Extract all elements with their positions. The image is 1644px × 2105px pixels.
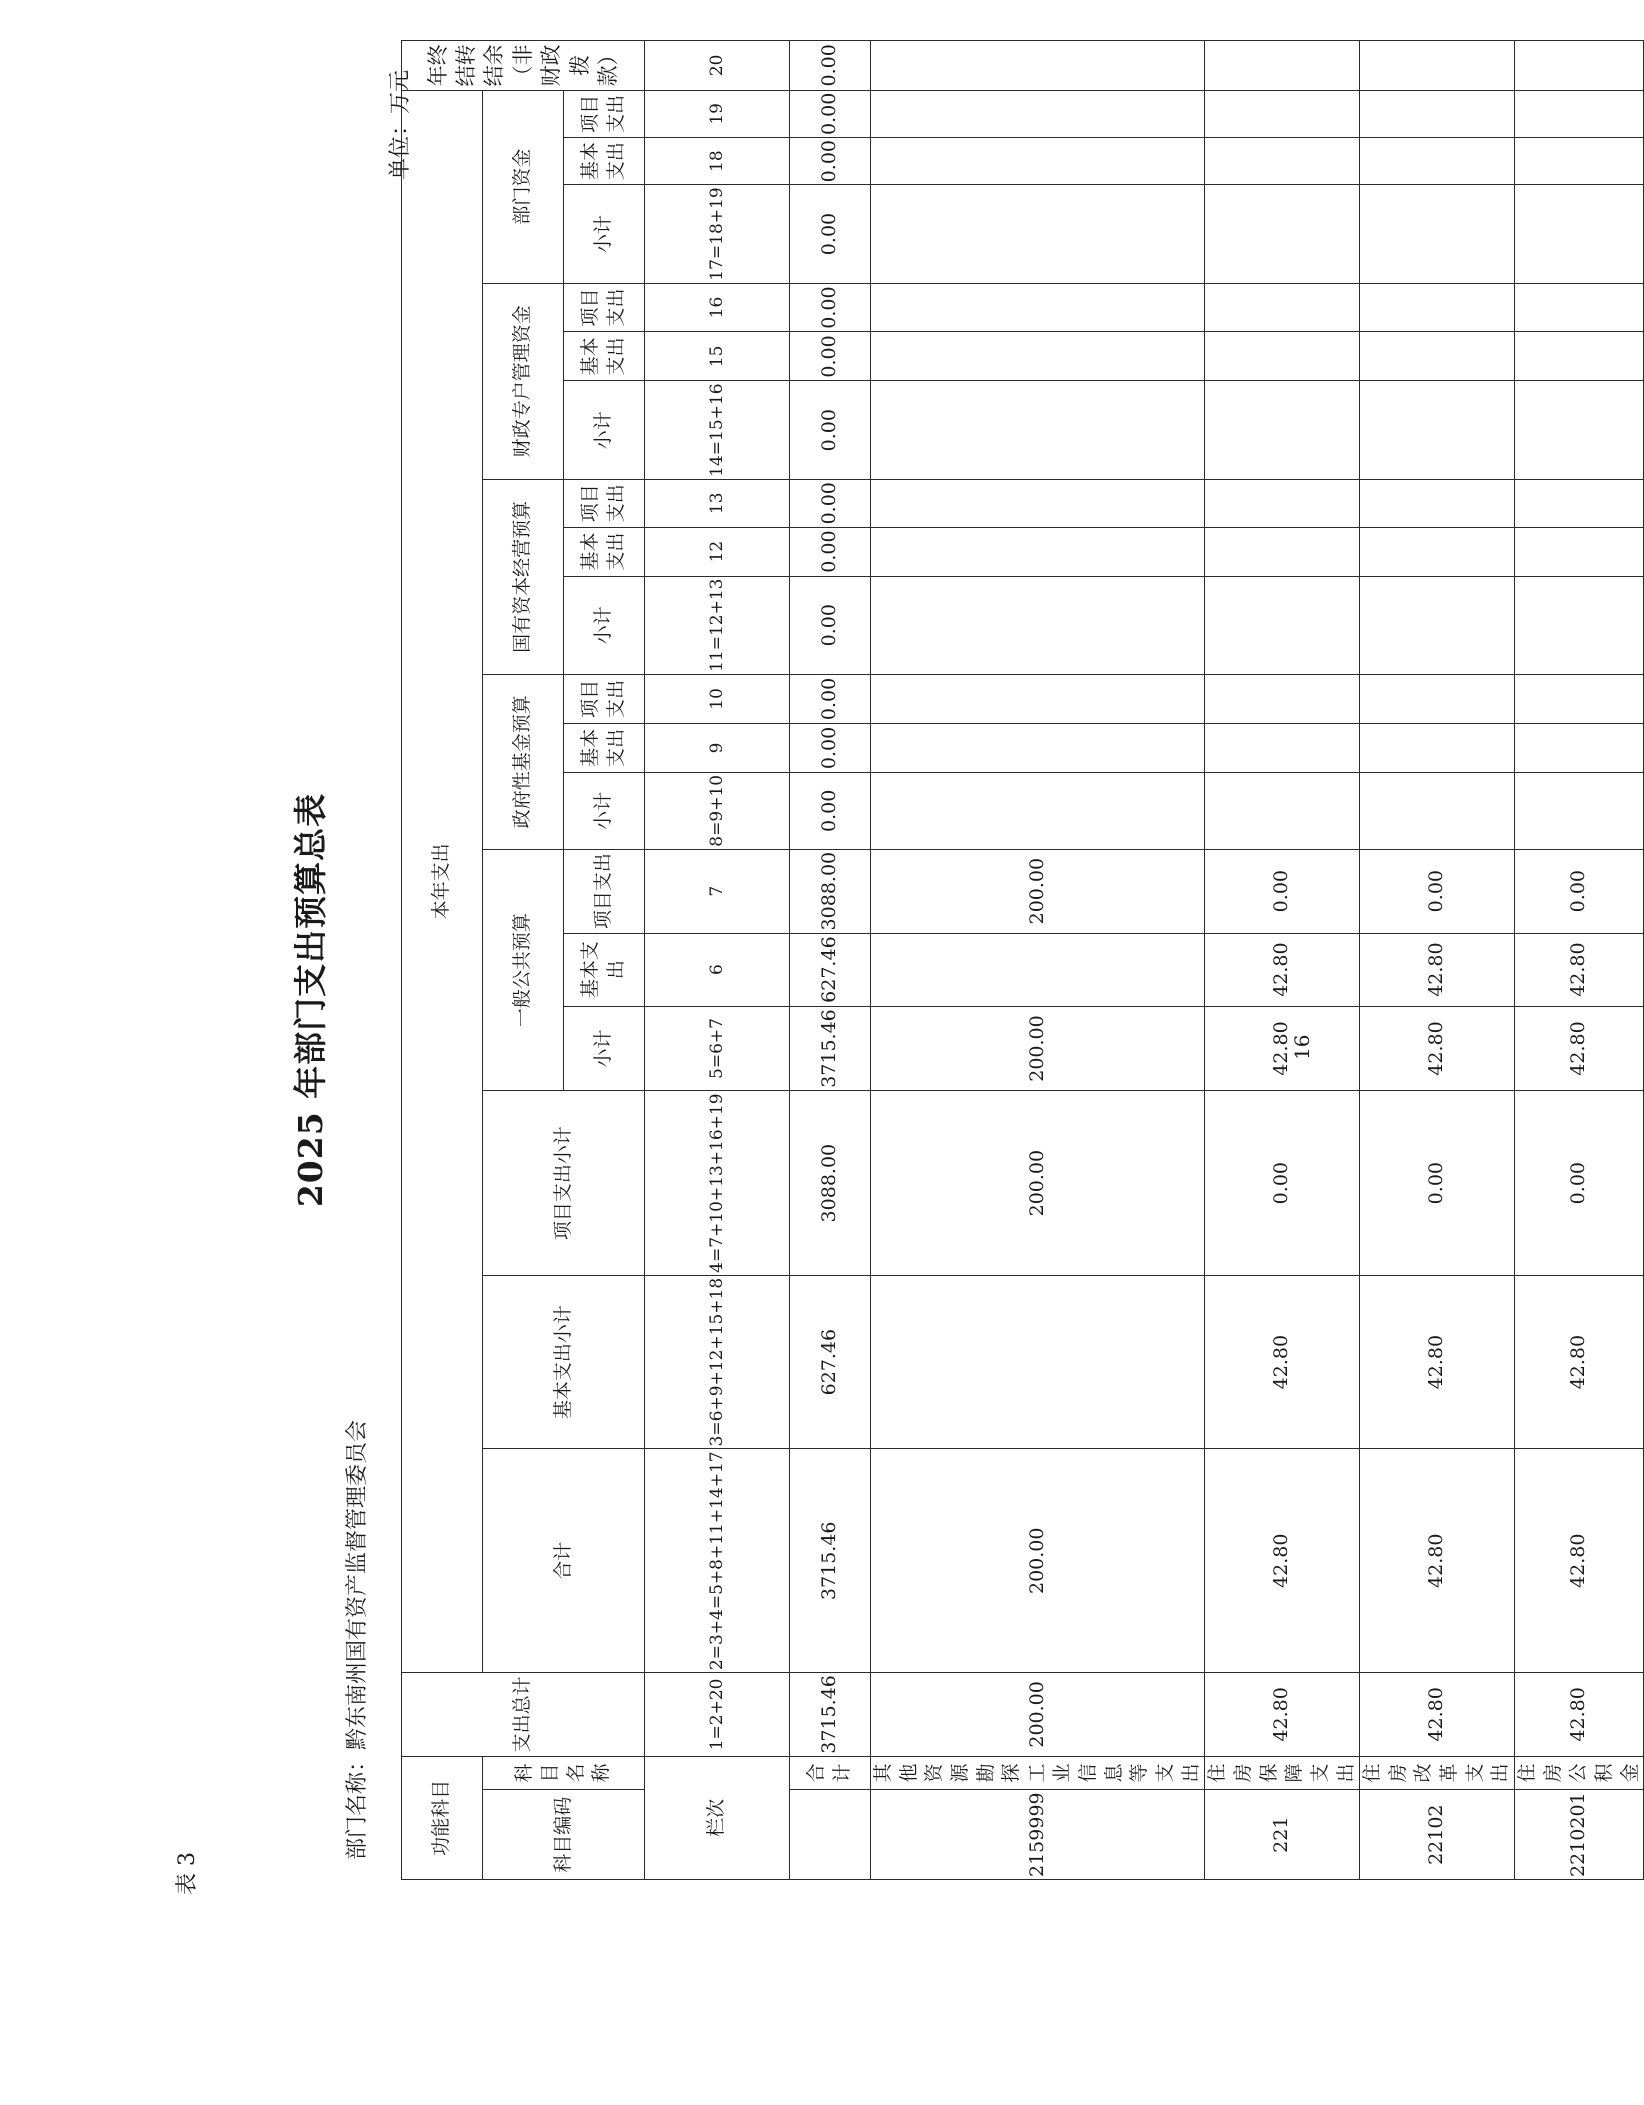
value-cell: 0.00 (790, 283, 871, 332)
value-cell: 0.00 (1515, 1091, 1644, 1275)
table-number-label: 表 3 (175, 1852, 200, 1895)
lanci-cell: 9 (645, 723, 790, 772)
value-cell (1360, 527, 1515, 576)
value-cell (1205, 332, 1360, 381)
value-cell (1515, 332, 1644, 381)
subject-code-header: 科目编码 (483, 1790, 645, 1880)
value-cell (1515, 576, 1644, 674)
fz-subtotal-header: 小计 (564, 381, 645, 479)
subject-name-cell: 住房保障支出 (1205, 1756, 1360, 1790)
table-row (871, 41, 1205, 1880)
value-cell (1515, 41, 1644, 91)
department-name: 部门名称：黔东南州国有资产监督管理委员会 (345, 1419, 370, 1860)
data-rows (790, 41, 1644, 1880)
value-cell: 3715.46 (790, 1449, 871, 1673)
value-cell (871, 772, 1205, 849)
value-cell (1515, 283, 1644, 332)
table-row (790, 41, 871, 1880)
sc-basic-header: 基本支出 (564, 527, 645, 576)
value-cell (1205, 772, 1360, 849)
lanci-cell: 16 (645, 283, 790, 332)
gp-basic-header: 基本支出 (564, 933, 645, 1006)
value-cell: 0.00 (790, 137, 871, 184)
subject-name-cell: 住房改革支出 (1360, 1756, 1515, 1790)
value-cell: 42.80 (1360, 1275, 1515, 1449)
value-cell: 42.80 (1360, 1006, 1515, 1091)
value-cell (1205, 527, 1360, 576)
bm-basic-header: 基本支出 (564, 137, 645, 184)
subject-code-cell: 2159999 (871, 1790, 1205, 1880)
subject-name-cell: 其他资源勘探工业信息等支出 (871, 1756, 1205, 1790)
value-cell (1515, 381, 1644, 479)
value-cell (1360, 479, 1515, 527)
value-cell (871, 332, 1205, 381)
value-cell (1205, 479, 1360, 527)
value-cell (1515, 772, 1644, 849)
value-cell (871, 90, 1205, 137)
value-cell: 42.80 (1515, 1673, 1644, 1757)
value-cell: 0.00 (1205, 1091, 1360, 1275)
value-cell: 42.80 (1360, 933, 1515, 1006)
value-cell (1205, 185, 1360, 283)
value-cell: 200.00 (871, 1673, 1205, 1757)
value-cell (1360, 185, 1515, 283)
value-cell (1205, 283, 1360, 332)
value-cell (871, 41, 1205, 91)
value-cell: 3088.00 (790, 1091, 871, 1275)
dept-funds-header: 部门资金 (483, 90, 564, 283)
value-cell (871, 185, 1205, 283)
value-cell: 0.00 (790, 41, 871, 91)
func-subject-header: 功能科目 (402, 1756, 483, 1879)
value-cell: 0.00 (790, 381, 871, 479)
lanci-cell: 11=12+13 (645, 576, 790, 674)
gp-subtotal-header: 小计 (564, 1006, 645, 1091)
table-row (1515, 41, 1644, 1880)
value-cell (1360, 41, 1515, 91)
value-cell (1205, 41, 1360, 91)
bm-project-header: 项目支出 (564, 90, 645, 137)
value-cell (1515, 137, 1644, 184)
value-cell: 200.00 (871, 1091, 1205, 1275)
value-cell: 0.00 (790, 332, 871, 381)
gf-subtotal-header: 小计 (564, 772, 645, 849)
value-cell: 0.00 (790, 772, 871, 849)
general-budget-header: 一般公共预算 (483, 849, 564, 1091)
current-year-header: 本年支出 (402, 90, 483, 1672)
value-cell (1360, 723, 1515, 772)
total-header: 支出总计 (402, 1673, 645, 1757)
value-cell (1360, 576, 1515, 674)
value-cell: 42.80 (1360, 1449, 1515, 1673)
value-cell: 42.80 (1515, 1449, 1644, 1673)
subject-name-cell: 合计 (790, 1756, 871, 1790)
lanci-cell: 3=6+9+12+15+18 (645, 1275, 790, 1449)
value-cell (871, 137, 1205, 184)
sum-header: 合计 (483, 1449, 645, 1673)
fz-basic-header: 基本支出 (564, 332, 645, 381)
lanci-cell: 6 (645, 933, 790, 1006)
subject-code-cell: 221 (1205, 1790, 1360, 1880)
value-cell (1360, 332, 1515, 381)
value-cell (1360, 283, 1515, 332)
lanci-cell: 2=3+4=5+8+11+14+17 (645, 1449, 790, 1673)
value-cell (1360, 674, 1515, 723)
subject-name-header: 科目名称 (483, 1756, 645, 1790)
value-cell: 0.00 (790, 723, 871, 772)
unit-label: 单位：万元 (388, 69, 413, 180)
bm-subtotal-header: 小计 (564, 185, 645, 283)
value-cell: 42.80 (1205, 933, 1360, 1006)
value-cell (871, 283, 1205, 332)
value-cell: 0.00 (790, 185, 871, 283)
rotated-page (175, 40, 1641, 1895)
sc-subtotal-header: 小计 (564, 576, 645, 674)
lanci-cell: 10 (645, 674, 790, 723)
value-cell (1515, 527, 1644, 576)
lanci-cell: 5=6+7 (645, 1006, 790, 1091)
value-cell (1515, 723, 1644, 772)
fz-project-header: 项目支出 (564, 283, 645, 332)
value-cell (871, 1275, 1205, 1449)
value-cell (871, 723, 1205, 772)
value-cell: 0.00 (1205, 849, 1360, 933)
value-cell (871, 381, 1205, 479)
value-cell: 0.00 (1515, 849, 1644, 933)
value-cell (871, 674, 1205, 723)
value-cell: 200.00 (871, 849, 1205, 933)
subject-name-cell: 住房公积金 (1515, 1756, 1644, 1790)
value-cell: 200.00 (871, 1449, 1205, 1673)
value-cell: 0.00 (1360, 849, 1515, 933)
page-title: 2025 年部门支出预算总表 (291, 792, 330, 1208)
value-cell (1360, 90, 1515, 137)
gf-project-header: 项目支出 (564, 674, 645, 723)
value-cell: 627.46 (790, 1275, 871, 1449)
value-cell: 42.80 (1205, 1006, 1360, 1091)
lanci-cell: 18 (645, 137, 790, 184)
table-row (1205, 41, 1360, 1880)
budget-table (401, 40, 1644, 1880)
value-cell (1205, 723, 1360, 772)
table-row (1360, 41, 1515, 1880)
value-cell (871, 527, 1205, 576)
sc-project-header: 项目支出 (564, 479, 645, 527)
subject-code-cell (790, 1790, 871, 1880)
lanci-cell: 8=9+10 (645, 772, 790, 849)
value-cell (1205, 90, 1360, 137)
value-cell (871, 933, 1205, 1006)
value-cell (1515, 479, 1644, 527)
value-cell (1360, 772, 1515, 849)
value-cell: 42.80 (1515, 1275, 1644, 1449)
value-cell (1515, 90, 1644, 137)
lanci-cell: 17=18+19 (645, 185, 790, 283)
gp-project-header: 项目支出 (564, 849, 645, 933)
gov-fund-header: 政府性基金预算 (483, 674, 564, 849)
value-cell: 42.80 (1360, 1673, 1515, 1757)
lanci-cell: 14=15+16 (645, 381, 790, 479)
value-cell: 3715.46 (790, 1673, 871, 1757)
state-capital-header: 国有资本经营预算 (483, 479, 564, 674)
gf-basic-header: 基本支出 (564, 723, 645, 772)
lanci-cell: 1=2+20 (645, 1673, 790, 1757)
value-cell: 3715.46 (790, 1006, 871, 1091)
value-cell: 42.80 (1515, 933, 1644, 1006)
lanci-cell: 15 (645, 332, 790, 381)
basic-subtotal-header: 基本支出小计 (483, 1275, 645, 1449)
value-cell: 200.00 (871, 1006, 1205, 1091)
carryover-header: 年终结转结余（非财政拨款） (402, 41, 645, 91)
value-cell: 42.80 (1515, 1006, 1644, 1091)
value-cell (1205, 674, 1360, 723)
value-cell (871, 576, 1205, 674)
value-cell (1515, 674, 1644, 723)
special-account-header: 财政专户管理资金 (483, 283, 564, 479)
subject-code-cell: 22102 (1360, 1790, 1515, 1880)
value-cell: 0.00 (790, 90, 871, 137)
value-cell: 42.80 (1205, 1673, 1360, 1757)
lanci-cell: 20 (645, 41, 790, 91)
value-cell: 0.00 (790, 576, 871, 674)
value-cell: 0.00 (790, 527, 871, 576)
lanci-cell: 7 (645, 849, 790, 933)
value-cell: 42.80 (1205, 1275, 1360, 1449)
value-cell (1205, 137, 1360, 184)
page-number: 16 (1290, 1034, 1314, 1060)
lanci-cell: 12 (645, 527, 790, 576)
value-cell: 627.46 (790, 933, 871, 1006)
value-cell: 0.00 (790, 674, 871, 723)
project-subtotal-header: 项目支出小计 (483, 1091, 645, 1275)
lanci-cell: 4=7+10+13+16+19 (645, 1091, 790, 1275)
value-cell: 0.00 (1360, 1091, 1515, 1275)
value-cell (1360, 381, 1515, 479)
value-cell: 0.00 (790, 479, 871, 527)
value-cell (1360, 137, 1515, 184)
value-cell: 3088.00 (790, 849, 871, 933)
value-cell: 42.80 (1205, 1449, 1360, 1673)
lanci-cell: 19 (645, 90, 790, 137)
value-cell (871, 479, 1205, 527)
value-cell (1205, 576, 1360, 674)
value-cell (1515, 185, 1644, 283)
column-index-label: 栏次 (645, 1756, 790, 1879)
subject-code-cell: 2210201 (1515, 1790, 1644, 1880)
value-cell (1205, 381, 1360, 479)
lanci-cell: 13 (645, 479, 790, 527)
